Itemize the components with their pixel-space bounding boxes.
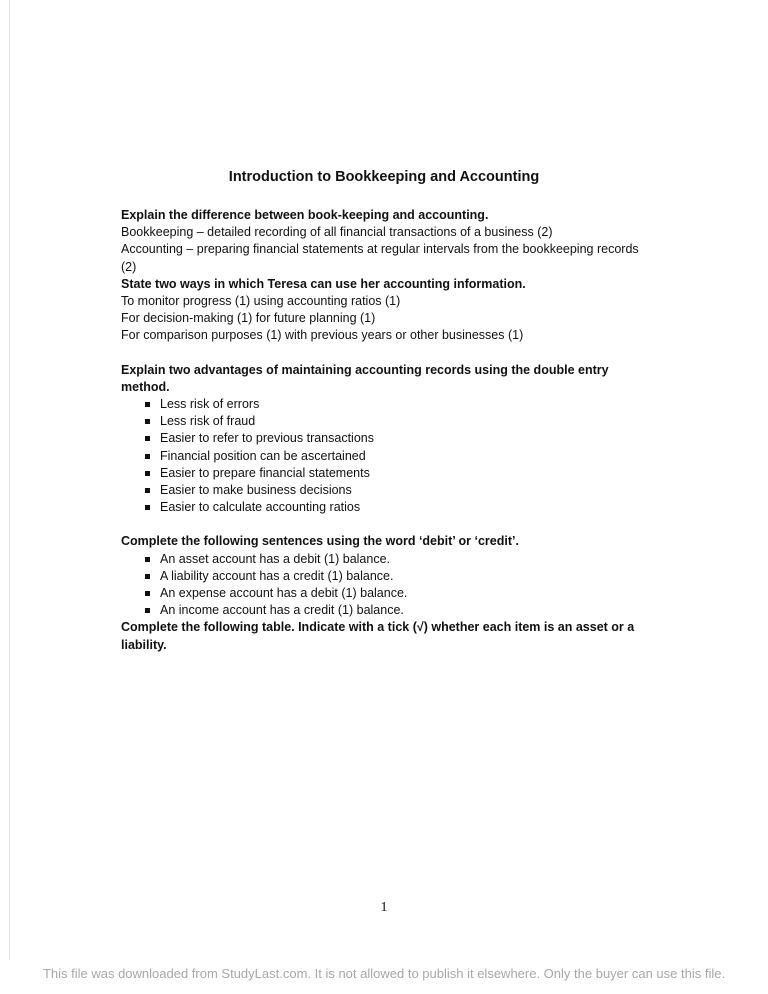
advantages-list	[121, 396, 651, 516]
bullet-square-icon	[145, 419, 150, 424]
question-double-entry-advantages: Explain two advantages of maintaining accounting records using the double entry method.	[121, 362, 609, 394]
answer-bookkeeping: Bookkeeping – detailed recording of all financial transactions of a business (2)	[121, 225, 553, 240]
question-debit-or-credit: Complete the following sentences using the word ‘debit’ or ‘credit’.	[121, 534, 519, 549]
question-asset-or-liability-table: Complete the following table. Indicate with a tick (√) whether each item is an asset or a liability.	[121, 620, 635, 652]
page-number: 1	[380, 900, 388, 915]
list-item: Easier to refer to previous transactions	[145, 430, 651, 447]
page-edge	[9, 0, 10, 960]
list-item: Easier to calculate accounting ratios	[145, 499, 651, 516]
list-item: Easier to prepare financial statements	[145, 465, 651, 482]
answer-decision-making: For decision-making (1) for future planning (1)	[121, 311, 376, 326]
download-notice: This file was downloaded from StudyLast.com. It is not allowed to publish it elsewhere. Only the buyer can use this file.	[42, 966, 726, 981]
bullet-square-icon	[145, 402, 150, 407]
bullet-square-icon	[145, 454, 150, 459]
question-uses-of-accounting-info: State two ways in which Teresa can use her accounting information.	[121, 276, 526, 291]
bullet-square-icon	[145, 608, 150, 613]
bullet-square-icon	[145, 505, 150, 510]
bullet-square-icon	[145, 471, 150, 476]
bullet-square-icon	[145, 591, 150, 596]
debit-credit-list	[121, 551, 651, 620]
answer-accounting: Accounting – preparing financial statements at regular intervals from the bookkeeping records (2)	[121, 242, 639, 274]
bullet-square-icon	[145, 436, 150, 441]
list-item: A liability account has a credit (1) balance.	[145, 568, 651, 585]
list-item: Easier to make business decisions	[145, 482, 651, 499]
list-item: Financial position can be ascertained	[145, 448, 651, 465]
list-item: Less risk of fraud	[145, 413, 651, 430]
bullet-square-icon	[145, 557, 150, 562]
list-item: Less risk of errors	[145, 396, 651, 413]
list-item: An asset account has a debit (1) balance.	[145, 551, 651, 568]
page-title: Introduction to Bookkeeping and Accounting	[228, 169, 540, 185]
bullet-square-icon	[145, 488, 150, 493]
document-body	[121, 207, 651, 654]
bullet-square-icon	[145, 574, 150, 579]
list-item: An income account has a credit (1) balance.	[145, 602, 651, 619]
answer-comparison: For comparison purposes (1) with previous years or other businesses (1)	[121, 328, 524, 343]
question-bookkeeping-vs-accounting: Explain the difference between book-keeping and accounting.	[121, 208, 489, 222]
list-item: An expense account has a debit (1) balance.	[145, 585, 651, 602]
answer-monitor-progress: To monitor progress (1) using accounting ratios (1)	[121, 294, 401, 309]
